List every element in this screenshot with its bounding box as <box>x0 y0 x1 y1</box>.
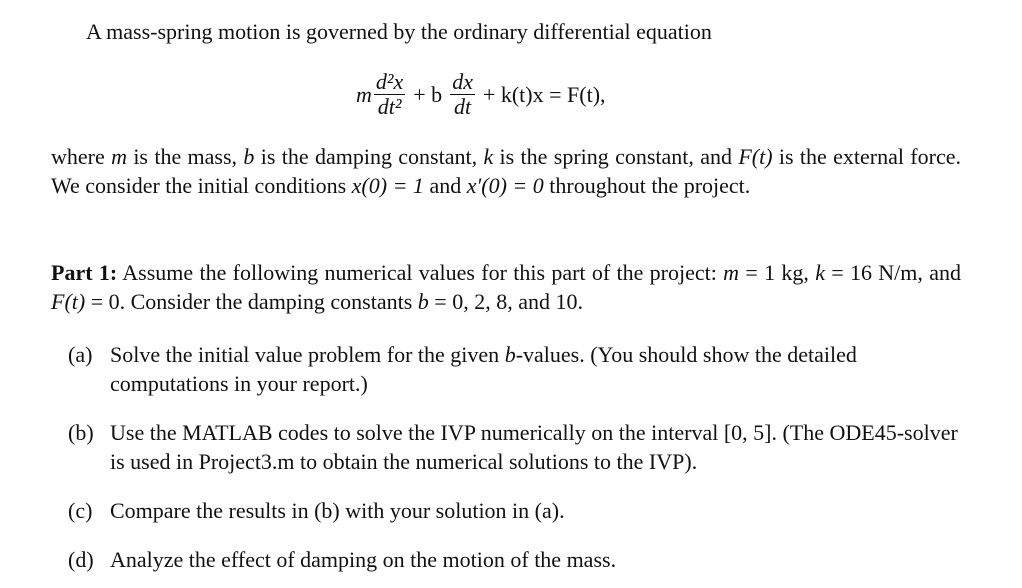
eq-second-derivative-fraction <box>374 70 405 119</box>
eq-d2x: d²x <box>375 68 404 94</box>
list-item-d <box>68 545 961 574</box>
item-label: (b) <box>68 420 94 445</box>
text-span: -values. (You should show the detailed computations in your report.) <box>110 342 857 396</box>
item-label: (a) <box>68 342 93 367</box>
var-b: b <box>504 342 516 367</box>
eq-dx: dx <box>452 68 473 94</box>
var-b: b <box>417 289 429 314</box>
intro-sentence: A mass-spring motion is governed by the ordinary differential equation <box>86 19 712 44</box>
part1-heading: Part 1: <box>51 260 118 285</box>
description-paragraph <box>51 142 961 200</box>
var-k: k <box>815 260 825 285</box>
list-item-b <box>68 418 961 476</box>
item-label: (d) <box>68 547 94 572</box>
text-span: is the damping constant, <box>254 144 484 169</box>
initial-condition-xprime0: x′(0) = 0 <box>466 173 544 198</box>
text-span: = 0, 2, 8, and 10. <box>428 289 583 314</box>
text-span: throughout the project. <box>543 173 751 198</box>
text-span: = 1 kg, <box>739 260 816 285</box>
item-text: Analyze the effect of damping on the motion of the mass. <box>110 547 617 572</box>
part1-paragraph <box>51 258 961 316</box>
eq-dt: dt <box>454 93 472 119</box>
text-span: is the spring constant, and <box>493 144 739 169</box>
var-m: m <box>723 260 740 285</box>
text-span: = 16 N/m, and <box>824 260 961 285</box>
text-span: and <box>423 173 467 198</box>
text-span: is the external force. We consider the initial conditions <box>51 144 961 198</box>
text-span: Solve the initial value problem for the given <box>110 342 505 367</box>
item-text <box>110 340 961 398</box>
var-k: k <box>483 144 494 169</box>
eq-mass-symbol: m <box>356 81 372 107</box>
list-item-a <box>68 340 961 398</box>
var-m: m <box>111 144 127 169</box>
text-span: = 0. Consider the damping constants <box>85 289 418 314</box>
item-label: (c) <box>68 498 93 523</box>
var-F: F(t) <box>51 289 86 314</box>
eq-rest: + k(t)x = F(t), <box>482 81 606 107</box>
text-span: Assume the following numerical values for this part of the project: <box>117 260 724 285</box>
var-F: F(t) <box>738 144 773 169</box>
ode-equation <box>356 62 612 126</box>
text-span: where <box>51 144 112 169</box>
eq-dt2: dt² <box>377 93 402 119</box>
text-span: is the mass, <box>126 144 244 169</box>
item-text: Compare the results in (b) with your solution in (a). <box>110 498 565 523</box>
initial-condition-x0: x(0) = 1 <box>351 173 424 198</box>
eq-plus-b: + b <box>413 81 443 107</box>
eq-first-derivative-fraction <box>450 70 475 119</box>
item-text: Use the MATLAB codes to solve the IVP numerically on the interval [0, 5]. (The ODE45-solver is used in Project3.m to obtain the numerical solutions to the IVP). <box>110 420 958 474</box>
list-item-c <box>68 496 961 525</box>
var-b: b <box>243 144 255 169</box>
